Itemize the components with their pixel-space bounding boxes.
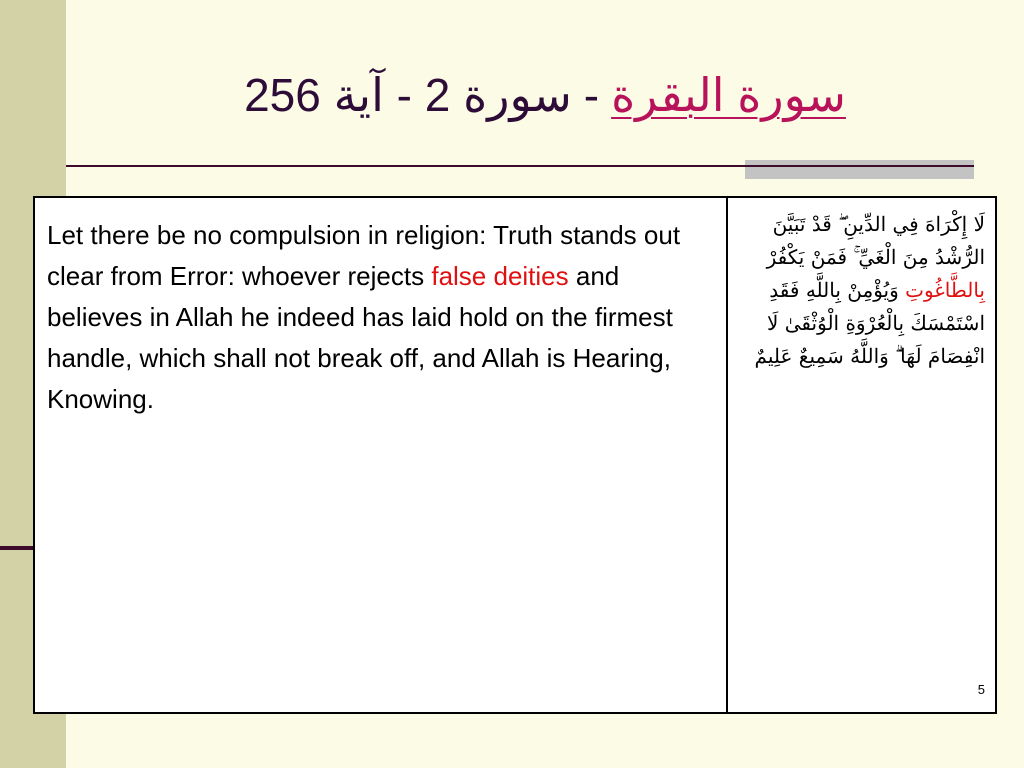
- verse-table: [33, 196, 997, 714]
- slide-title: [66, 55, 1024, 135]
- arabic-highlight: بِالطَّاغُوتِ: [905, 278, 985, 302]
- left-accent-rule: [0, 546, 34, 550]
- english-text-part1: Let there be no compulsion in religion: Truth stands out clear from Error: whoever rejects: [47, 220, 681, 291]
- arabic-verse-cell: [728, 198, 995, 712]
- arabic-text-part2: وَيُؤْمِنْ بِاللَّهِ فَقَدِ اسْتَمْسَكَ بِالْعُرْوَةِ الْوُثْقَىٰ لَا انْفِصَامَ لَهَا ۗ وَاللَّهُ سَمِيعٌ عَلِيمٌ: [754, 278, 985, 368]
- page-number: 5: [977, 682, 985, 697]
- english-translation-cell: [35, 198, 728, 712]
- surah-link[interactable]: سورة البقرة: [611, 69, 846, 121]
- english-highlight: false deities: [431, 261, 569, 291]
- title-underline-accent: [745, 160, 974, 179]
- surah-verse-number: سورة 2 - آية 256: [244, 69, 572, 121]
- english-text-part2: and believes in Allah he indeed has laid hold on the firmest handle, which shall not break off, and Allah is Hearing, Knowing.: [47, 261, 673, 414]
- arabic-text-part1: لَا إِكْرَاهَ فِي الدِّينِ ۖ قَدْ تَبَيَّنَ الرُّشْدُ مِنَ الْغَيِّ ۚ فَمَنْ يَكْفُرْ: [766, 212, 985, 269]
- title-underline: [66, 165, 974, 167]
- title-separator: -: [583, 69, 600, 121]
